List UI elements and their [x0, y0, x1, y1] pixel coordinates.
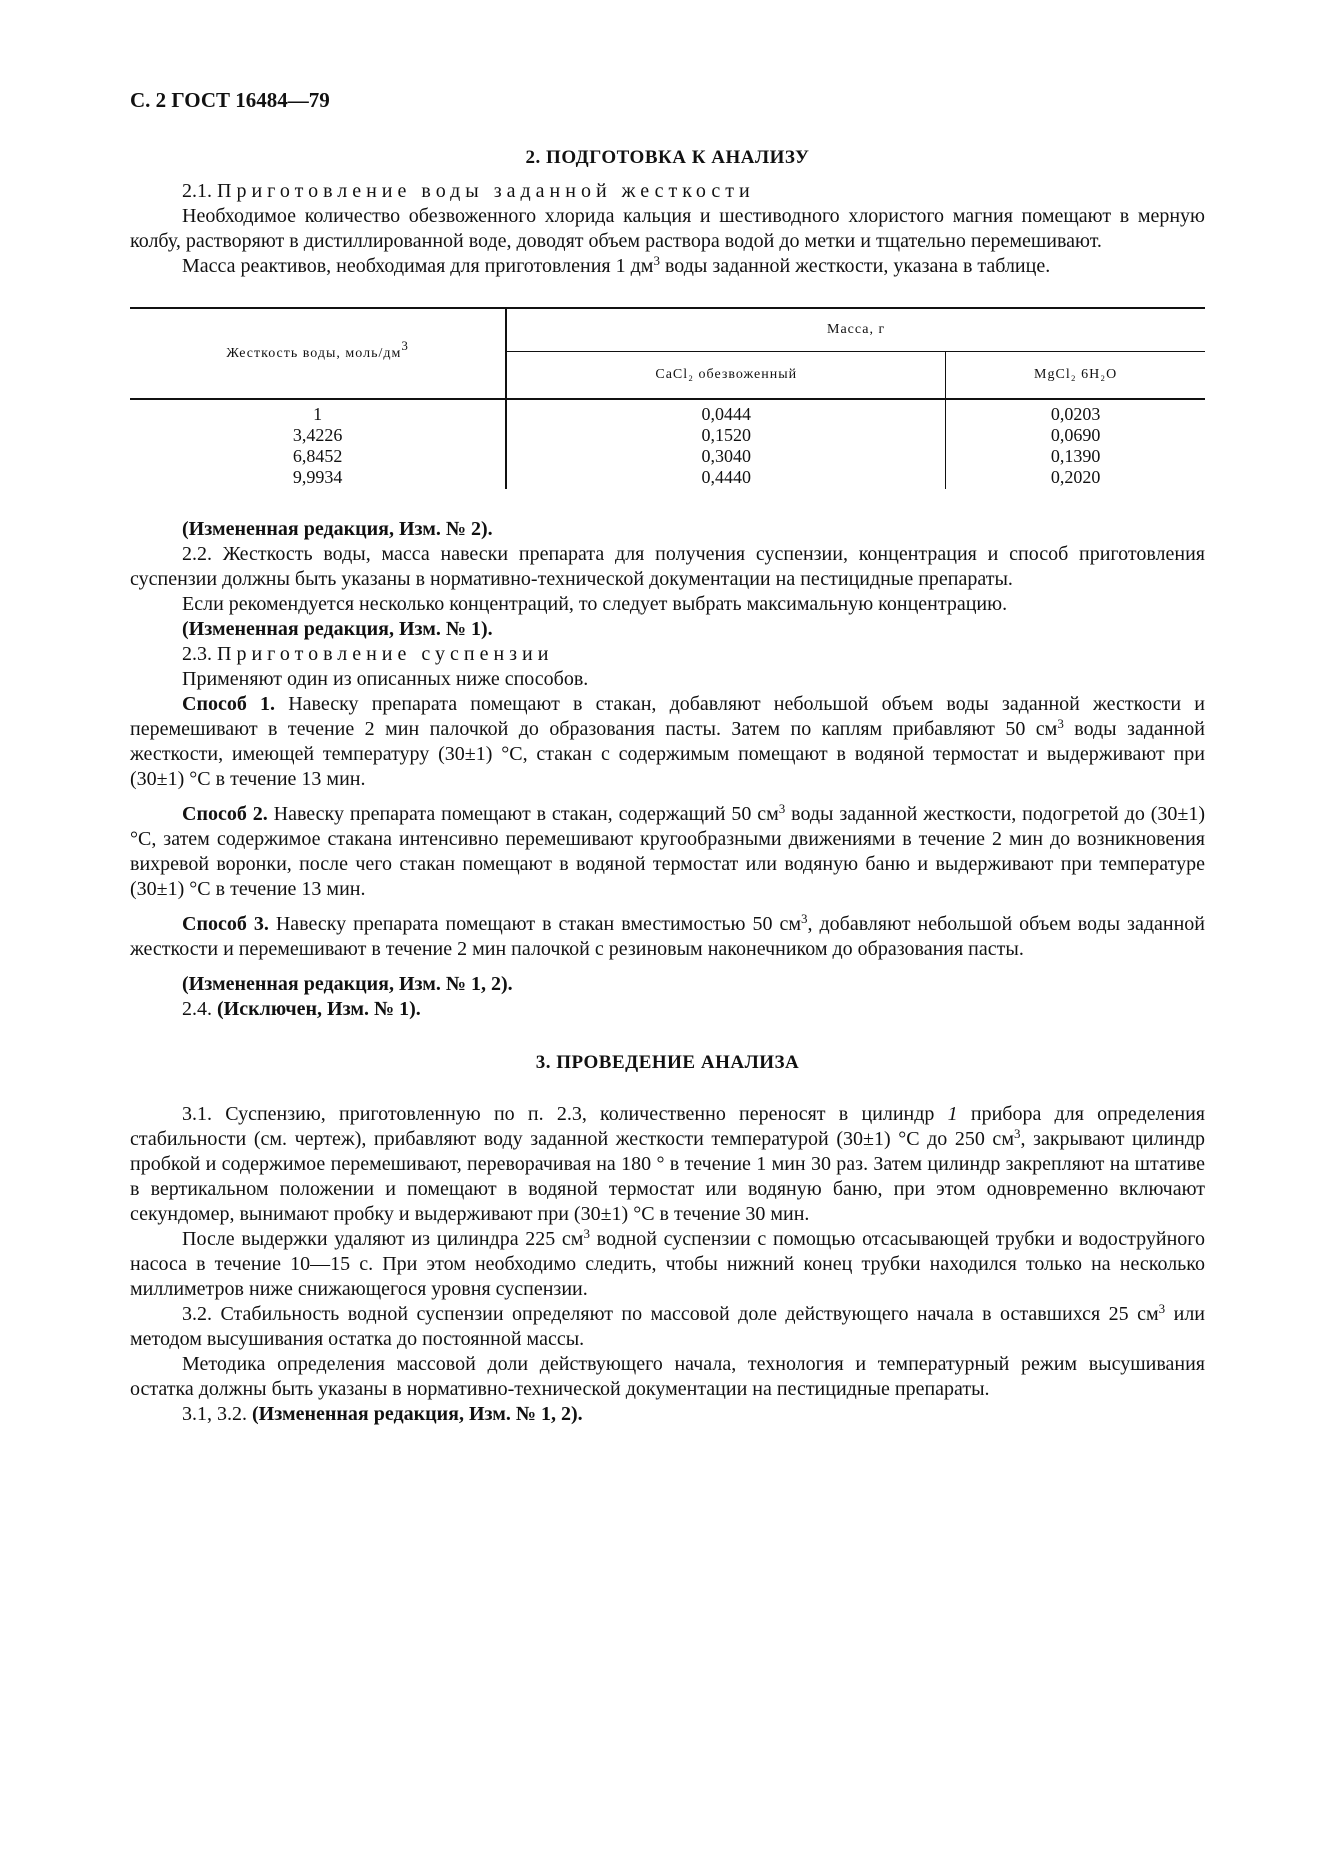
superscript: 3: [778, 801, 786, 816]
table-cell: 0,0203: [1050, 404, 1101, 424]
clause-3-1-text: [130, 1102, 1205, 1227]
amendment-note: (Измененная редакция, Изм. № 1).: [182, 618, 493, 640]
text-fragment: , закрывают цилиндр пробкой и содержимое перемешивают, переворачивая на 180 ° в течение 1 мин 30 раз. Затем цилиндр закрепляют на штативе в вертикальном положении и помещают в водяной термостат или водяную баню, при этом одновременно включают секундомер, вынимают пробку и выдерживают при (30±1) °С в течение 30 мин.: [130, 1128, 1206, 1225]
table-cell: 0,1520: [701, 425, 752, 445]
document-page: [130, 88, 1205, 1427]
text-fragment: водной суспензии с помощью отсасывающей трубки и водоструйного насоса в течение 10—15 с. При этом необходимо следить, чтобы нижний конец трубки находился только на несколько миллиметров ниже снижающегося уровня суспензии.: [130, 1228, 1205, 1300]
amendment-note: (Измененная редакция, Изм. № 2).: [182, 518, 493, 540]
table-cell: 3,4226: [292, 425, 343, 445]
clause-number: 2.3.: [182, 643, 212, 665]
mgcl2-column: [946, 399, 1205, 489]
clause-3-1-text-2: [130, 1227, 1205, 1302]
superscript: 3: [653, 253, 660, 268]
text-fragment: воды заданной жесткости, подогретой до (30±1) °С, затем содержимое стакана интенсивно перемешивают кругообразными движениями в течение 2 мин до возникновения вихревой воронки, после чего стакан помещают в водяной термостат или водяную баню и выдерживают при температуре (30±1) °С в течение 13 мин.: [130, 803, 1206, 900]
superscript: 3: [401, 337, 409, 353]
section-3-title: 3. ПРОВЕДЕНИЕ АНАЛИЗА: [535, 1052, 800, 1073]
clause-2-3-intro: Применяют один из описанных ниже способов.: [182, 668, 589, 690]
header-text: Жесткость воды, моль/дм: [226, 345, 402, 361]
clause-3-2-text: [130, 1302, 1205, 1352]
method-label: Способ 1.: [182, 693, 276, 715]
cacl2-column: [506, 399, 946, 489]
table-cell: 0,3040: [701, 446, 752, 466]
col-hardness-header: [130, 308, 506, 399]
method-3: [130, 912, 1205, 962]
method-label: Способ 2.: [182, 803, 268, 825]
table-cell: 6,8452: [292, 446, 343, 466]
superscript: 3: [1057, 716, 1064, 731]
amendment-note: [130, 1402, 1205, 1427]
table-cell: 0,0690: [1050, 425, 1101, 445]
superscript: 3: [1013, 1126, 1021, 1141]
clause-2-1-heading: [130, 179, 1205, 204]
superscript: 3: [1158, 1301, 1166, 1316]
superscript: 3: [801, 911, 808, 926]
table-cell: 1: [313, 404, 323, 424]
clause-number: 2.1.: [182, 180, 212, 202]
reagent-table: [130, 307, 1205, 489]
text-fragment: Масса реактивов, необходимая для приготовления 1 дм: [182, 255, 654, 277]
clause-title: Приготовление воды заданной жесткости: [217, 180, 755, 202]
excluded-note: (Исключен, Изм. № 1).: [217, 998, 421, 1020]
clause-2-3-heading: [130, 642, 1205, 667]
amendment-note: (Измененная редакция, Изм. № 1, 2).: [182, 973, 513, 995]
method-1: [130, 692, 1205, 792]
text-fragment: воды заданной жесткости, указана в таблице.: [659, 255, 1051, 277]
cylinder-number: 1: [947, 1103, 958, 1125]
text-fragment: или методом высушивания остатка до постоянной массы.: [130, 1303, 1206, 1350]
hardness-column: [130, 399, 506, 489]
text-fragment: Навеску препарата помещают в стакан, добавляют небольшой объем воды заданной жесткости и перемешивают в течение 2 мин палочкой до образования пасты. Затем по каплям прибавляют 50 см: [130, 693, 1206, 740]
clause-2-2-note: Если рекомендуется несколько концентраций, то следует выбрать максимальную концентрацию.: [182, 593, 1008, 615]
text-fragment: прибора для определения стабильности (см. чертеж), прибавляют воду заданной жесткости температурой (30±1) °С до 250 см: [130, 1103, 1205, 1150]
table-cell: 0,2020: [1050, 467, 1101, 487]
clause-title: Приготовление суспензии: [217, 643, 554, 665]
method-label: Способ 3.: [182, 913, 269, 935]
text-fragment: Навеску препарата помещают в стакан, содержащий 50 см: [267, 803, 779, 825]
col-cacl2-header: CaCl₂ обезвоженный: [506, 352, 946, 400]
clause-2-1-mass-text: [130, 254, 1205, 279]
reagent-table-block: [130, 307, 1205, 489]
text-fragment: После выдержки удаляют из цилиндра 225 см: [182, 1228, 584, 1250]
clause-number: 2.4.: [182, 998, 217, 1020]
table-cell: 0,4440: [701, 467, 752, 487]
col-mgcl2-header: MgCl₂ 6H₂O: [946, 352, 1205, 400]
clause-2-2-text: 2.2. Жесткость воды, масса навески препарата для получения суспензии, концентрация и способ приготовления суспензии должны быть указаны в нормативно-технической документации на пестицидные препараты.: [130, 543, 1205, 590]
text-fragment: 3.1. Суспензию, приготовленную по п. 2.3, количественно переносят в цилиндр: [182, 1103, 948, 1125]
method-2: [130, 802, 1205, 902]
section-2-title: 2. ПОДГОТОВКА К АНАЛИЗУ: [525, 147, 810, 168]
mass-group-header: Масса, г: [506, 308, 1205, 352]
table-body-row: [130, 399, 1205, 489]
table-cell: 0,1390: [1050, 446, 1101, 466]
superscript: 3: [583, 1226, 590, 1241]
table-cell: 0,0444: [701, 404, 752, 424]
text-fragment: воды заданной жесткости, имеющей температуру (30±1) °С, стакан с содержимым помещают в водяной термостат и выдерживают при (30±1) °С в течение 13 мин.: [130, 718, 1205, 790]
text-fragment: , добавляют небольшой объем воды заданной жесткости и перемешивают в течение 2 мин палочкой с резиновым наконечником до образования пасты.: [130, 913, 1205, 960]
running-head: С. 2 ГОСТ 16484—79: [130, 88, 330, 112]
clause-3-2-text-2: Методика определения массовой доли действующего начала, технология и температурный режим высушивания остатка должны быть указаны в нормативно-технической документации на пестицидные препараты.: [130, 1353, 1205, 1400]
clause-2-4: [130, 997, 1205, 1022]
amendment-text: (Измененная редакция, Изм. № 1, 2).: [252, 1403, 583, 1425]
text-fragment: 3.2. Стабильность водной суспензии определяют по массовой доле действующего начала в оставшихся 25 см: [182, 1303, 1159, 1325]
clause-2-1-text: Необходимое количество обезвоженного хлорида кальция и шестиводного хлористого магния помещают в мерную колбу, растворяют в дистиллированной воде, доводят объем раствора водой до метки и тщательно перемешивают.: [130, 205, 1205, 252]
clause-number: 3.1, 3.2.: [182, 1403, 252, 1425]
text-fragment: Навеску препарата помещают в стакан вместимостью 50 см: [268, 913, 802, 935]
table-cell: 9,9934: [292, 467, 343, 487]
